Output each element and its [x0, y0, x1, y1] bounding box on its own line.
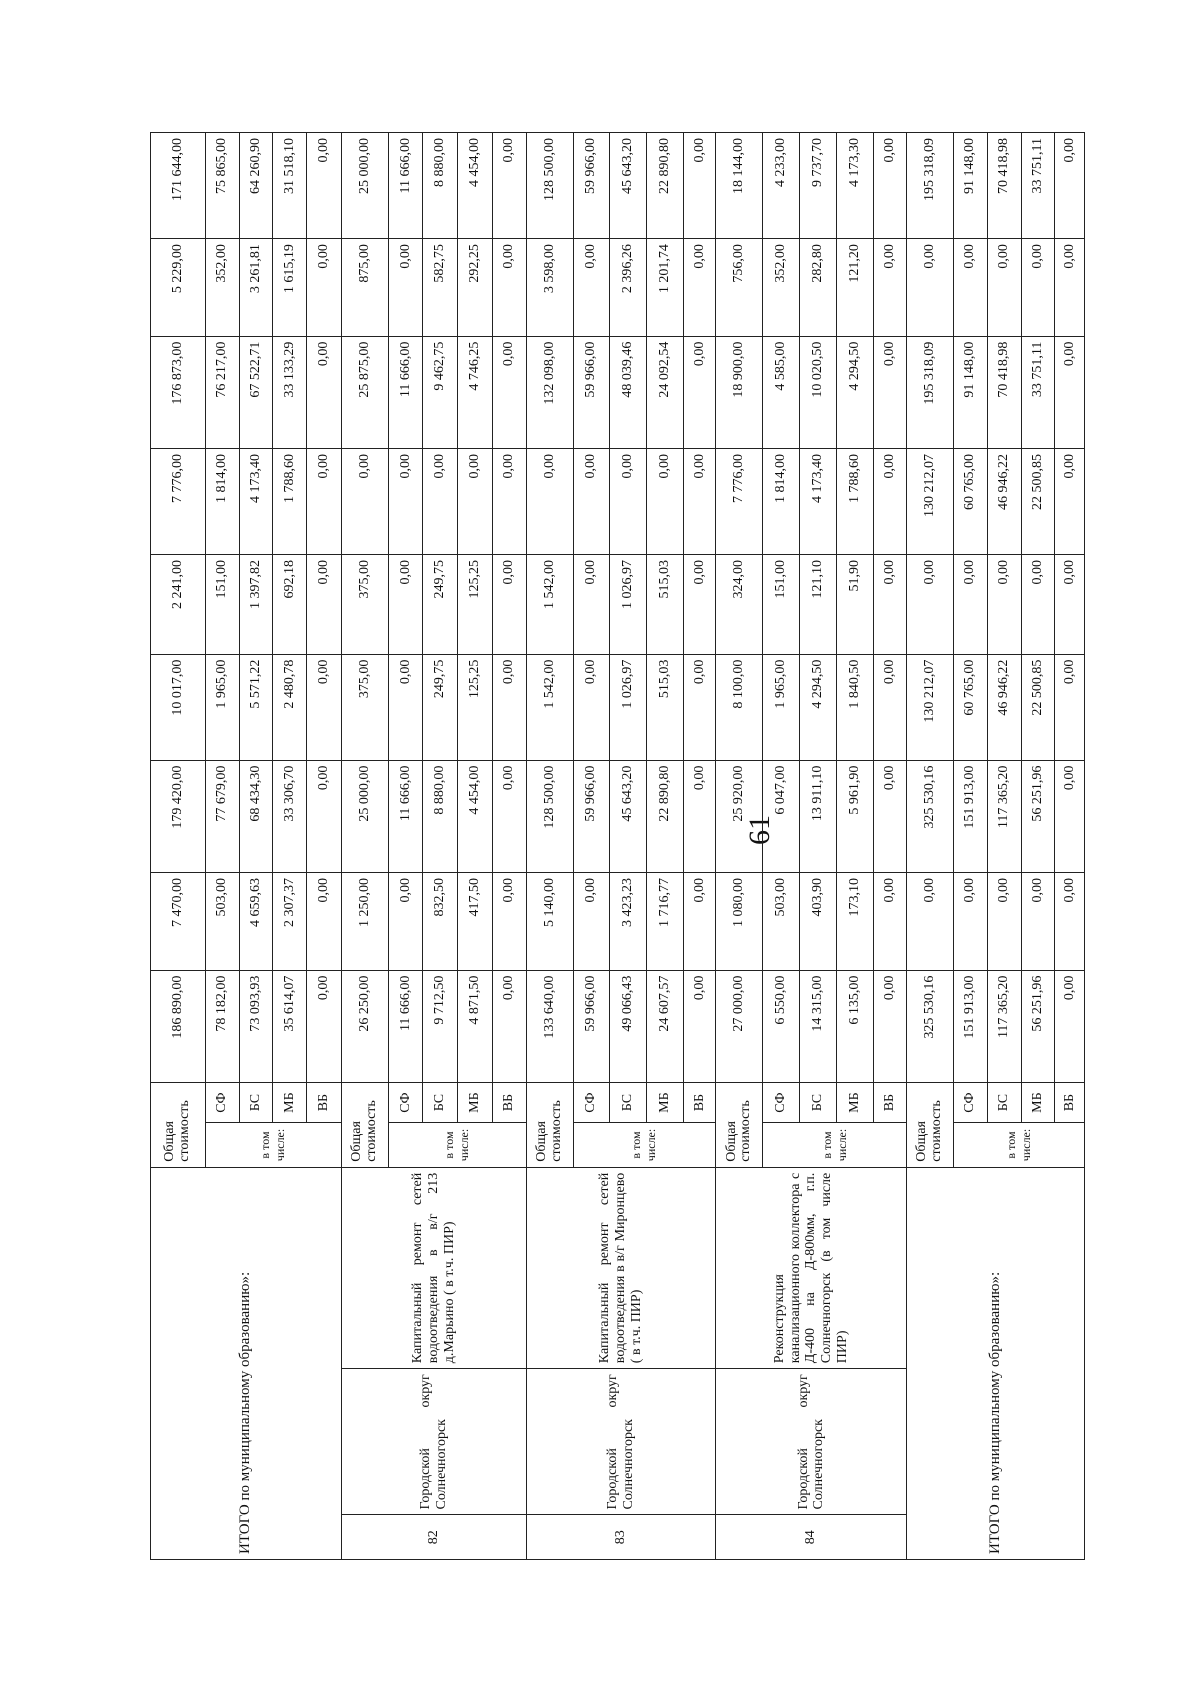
value-cell: 132 098,00	[526, 336, 573, 448]
value-cell: 1 716,77	[646, 873, 683, 971]
value-cell: 60 765,00	[954, 449, 988, 555]
value-cell: 9 737,70	[800, 133, 837, 239]
value-cell: 0,00	[492, 133, 526, 239]
value-cell: 0,00	[573, 654, 610, 760]
value-cell: 0,00	[573, 449, 610, 555]
value-cell: 4 173,40	[239, 449, 273, 555]
value-cell: 0,00	[907, 873, 954, 971]
value-cell: 1 814,00	[763, 449, 800, 555]
including-label: в том числе:	[954, 1123, 1085, 1168]
value-cell: 0,00	[873, 133, 907, 239]
value-cell: 5 571,22	[239, 654, 273, 760]
value-cell: 0,00	[1055, 760, 1085, 872]
value-cell: 325 530,16	[907, 760, 954, 872]
value-cell: 179 420,00	[151, 760, 206, 872]
value-cell: 352,00	[763, 239, 800, 337]
value-cell: 121,10	[800, 555, 837, 655]
value-cell: 25 000,00	[341, 133, 388, 239]
value-cell: 7 776,00	[151, 449, 206, 555]
value-cell: 59 966,00	[573, 760, 610, 872]
total-cost-label: Общая стоимость	[526, 1082, 573, 1167]
value-cell: 832,50	[423, 873, 458, 971]
value-cell: 59 966,00	[573, 133, 610, 239]
table-row	[907, 133, 954, 1560]
value-cell: 49 066,43	[610, 970, 647, 1082]
value-cell: 0,00	[873, 760, 907, 872]
value-cell: 0,00	[307, 449, 342, 555]
funding-code: СФ	[206, 1082, 240, 1122]
value-cell: 0,00	[987, 555, 1021, 655]
value-cell: 1 965,00	[206, 654, 240, 760]
value-cell: 0,00	[492, 239, 526, 337]
value-cell: 0,00	[573, 239, 610, 337]
funding-code: БС	[239, 1082, 273, 1122]
value-cell: 0,00	[683, 873, 716, 971]
value-cell: 171 644,00	[151, 133, 206, 239]
including-label: в том числе:	[763, 1123, 907, 1168]
municipality-cell: Городской округ Солнечногорск	[716, 1369, 907, 1515]
table-row	[151, 133, 206, 1560]
value-cell: 121,20	[836, 239, 873, 337]
value-cell: 0,00	[388, 449, 423, 555]
value-cell: 48 039,46	[610, 336, 647, 448]
value-cell: 6 135,00	[836, 970, 873, 1082]
value-cell: 0,00	[907, 555, 954, 655]
table-row	[526, 133, 573, 1560]
value-cell: 67 522,71	[239, 336, 273, 448]
value-cell: 1 026,97	[610, 654, 647, 760]
value-cell: 4 294,50	[836, 336, 873, 448]
value-cell: 1 080,00	[716, 873, 763, 971]
funding-code: МБ	[836, 1082, 873, 1122]
itogo-label: ИТОГО по муниципальному образованию»:	[907, 1167, 1085, 1559]
value-cell: 151 913,00	[954, 970, 988, 1082]
value-cell: 68 434,30	[239, 760, 273, 872]
value-cell: 151,00	[206, 555, 240, 655]
value-cell: 117 365,20	[987, 970, 1021, 1082]
value-cell: 503,00	[206, 873, 240, 971]
value-cell: 11 666,00	[388, 970, 423, 1082]
value-cell: 0,00	[1055, 873, 1085, 971]
value-cell: 0,00	[683, 654, 716, 760]
value-cell: 10 017,00	[151, 654, 206, 760]
value-cell: 0,00	[1021, 239, 1055, 337]
value-cell: 195 318,09	[907, 336, 954, 448]
value-cell: 0,00	[458, 449, 493, 555]
value-cell: 0,00	[873, 449, 907, 555]
value-cell: 5 140,00	[526, 873, 573, 971]
value-cell: 4 173,40	[800, 449, 837, 555]
value-cell: 0,00	[307, 970, 342, 1082]
value-cell: 4 871,50	[458, 970, 493, 1082]
funding-code: ВБ	[307, 1082, 342, 1122]
value-cell: 11 666,00	[388, 133, 423, 239]
value-cell: 7 776,00	[716, 449, 763, 555]
funding-code: ВБ	[1055, 1082, 1085, 1122]
value-cell: 0,00	[573, 873, 610, 971]
value-cell: 0,00	[307, 760, 342, 872]
value-cell: 0,00	[683, 133, 716, 239]
value-cell: 4 454,00	[458, 760, 493, 872]
value-cell: 324,00	[716, 555, 763, 655]
value-cell: 0,00	[873, 654, 907, 760]
value-cell: 173,10	[836, 873, 873, 971]
value-cell: 130 212,07	[907, 654, 954, 760]
value-cell: 73 093,93	[239, 970, 273, 1082]
funding-code: ВБ	[492, 1082, 526, 1122]
value-cell: 22 500,85	[1021, 449, 1055, 555]
value-cell: 1 788,60	[273, 449, 307, 555]
value-cell: 1 397,82	[239, 555, 273, 655]
funding-code: МБ	[458, 1082, 493, 1122]
value-cell: 1 250,00	[341, 873, 388, 971]
value-cell: 25 875,00	[341, 336, 388, 448]
including-label: в том числе:	[206, 1123, 342, 1168]
table-row	[341, 133, 388, 1560]
value-cell: 33 751,11	[1021, 336, 1055, 448]
value-cell: 6 550,00	[763, 970, 800, 1082]
value-cell: 5 961,90	[836, 760, 873, 872]
value-cell: 1 840,50	[836, 654, 873, 760]
value-cell: 0,00	[388, 654, 423, 760]
value-cell: 33 133,29	[273, 336, 307, 448]
value-cell: 0,00	[388, 555, 423, 655]
value-cell: 1 965,00	[763, 654, 800, 760]
value-cell: 9 462,75	[423, 336, 458, 448]
value-cell: 0,00	[683, 555, 716, 655]
value-cell: 0,00	[1055, 336, 1085, 448]
value-cell: 33 751,11	[1021, 133, 1055, 239]
value-cell: 1 814,00	[206, 449, 240, 555]
value-cell: 0,00	[307, 873, 342, 971]
value-cell: 133 640,00	[526, 970, 573, 1082]
value-cell: 0,00	[492, 760, 526, 872]
value-cell: 0,00	[907, 239, 954, 337]
value-cell: 6 047,00	[763, 760, 800, 872]
value-cell: 1 615,19	[273, 239, 307, 337]
value-cell: 0,00	[873, 555, 907, 655]
value-cell: 91 148,00	[954, 336, 988, 448]
total-cost-label: Общая стоимость	[151, 1082, 206, 1167]
value-cell: 24 092,54	[646, 336, 683, 448]
value-cell: 76 217,00	[206, 336, 240, 448]
value-cell: 249,75	[423, 654, 458, 760]
value-cell: 0,00	[1055, 449, 1085, 555]
value-cell: 352,00	[206, 239, 240, 337]
value-cell: 0,00	[683, 760, 716, 872]
funding-code: ВБ	[873, 1082, 907, 1122]
value-cell: 503,00	[763, 873, 800, 971]
funding-code: БС	[987, 1082, 1021, 1122]
value-cell: 0,00	[492, 449, 526, 555]
value-cell: 117 365,20	[987, 760, 1021, 872]
value-cell: 0,00	[1021, 873, 1055, 971]
project-cell: Капитальный ремонт сетей водоотведения в в/г Миронцево ( в т.ч. ПИР)	[526, 1167, 716, 1368]
value-cell: 64 260,90	[239, 133, 273, 239]
funding-code: МБ	[646, 1082, 683, 1122]
value-cell: 515,03	[646, 555, 683, 655]
value-cell: 130 212,07	[907, 449, 954, 555]
value-cell: 151,00	[763, 555, 800, 655]
value-cell: 0,00	[341, 449, 388, 555]
value-cell: 249,75	[423, 555, 458, 655]
value-cell: 0,00	[388, 239, 423, 337]
value-cell: 22 500,85	[1021, 654, 1055, 760]
value-cell: 4 294,50	[800, 654, 837, 760]
row-number: 83	[526, 1515, 716, 1560]
value-cell: 60 765,00	[954, 654, 988, 760]
value-cell: 3 423,23	[610, 873, 647, 971]
value-cell: 375,00	[341, 654, 388, 760]
value-cell: 4 173,30	[836, 133, 873, 239]
value-cell: 0,00	[1055, 133, 1085, 239]
value-cell: 70 418,98	[987, 133, 1021, 239]
including-label: в том числе:	[388, 1123, 526, 1168]
value-cell: 0,00	[1021, 555, 1055, 655]
value-cell: 3 598,00	[526, 239, 573, 337]
value-cell: 375,00	[341, 555, 388, 655]
value-cell: 56 251,96	[1021, 760, 1055, 872]
table-body	[151, 133, 1085, 1560]
value-cell: 45 643,20	[610, 760, 647, 872]
value-cell: 0,00	[492, 970, 526, 1082]
value-cell: 756,00	[716, 239, 763, 337]
budget-table	[150, 132, 1085, 1560]
value-cell: 2 241,00	[151, 555, 206, 655]
value-cell: 515,03	[646, 654, 683, 760]
value-cell: 1 026,97	[610, 555, 647, 655]
value-cell: 282,80	[800, 239, 837, 337]
value-cell: 128 500,00	[526, 133, 573, 239]
value-cell: 125,25	[458, 654, 493, 760]
funding-code: МБ	[273, 1082, 307, 1122]
value-cell: 875,00	[341, 239, 388, 337]
row-number: 84	[716, 1515, 907, 1560]
value-cell: 10 020,50	[800, 336, 837, 448]
value-cell: 0,00	[1055, 970, 1085, 1082]
value-cell: 692,18	[273, 555, 307, 655]
value-cell: 24 607,57	[646, 970, 683, 1082]
value-cell: 0,00	[307, 239, 342, 337]
value-cell: 46 946,22	[987, 449, 1021, 555]
value-cell: 22 890,80	[646, 133, 683, 239]
value-cell: 0,00	[987, 239, 1021, 337]
funding-code: БС	[423, 1082, 458, 1122]
value-cell: 0,00	[1055, 654, 1085, 760]
value-cell: 1 542,00	[526, 654, 573, 760]
value-cell: 2 480,78	[273, 654, 307, 760]
value-cell: 33 306,70	[273, 760, 307, 872]
value-cell: 0,00	[683, 449, 716, 555]
project-cell: Капитальный ремонт сетей водоотведения в в/г 213 д.Марьино ( в т.ч. ПИР)	[341, 1167, 526, 1368]
value-cell: 292,25	[458, 239, 493, 337]
value-cell: 417,50	[458, 873, 493, 971]
value-cell: 0,00	[873, 873, 907, 971]
value-cell: 1 542,00	[526, 555, 573, 655]
value-cell: 5 229,00	[151, 239, 206, 337]
funding-code: СФ	[763, 1082, 800, 1122]
value-cell: 582,75	[423, 239, 458, 337]
value-cell: 0,00	[683, 239, 716, 337]
total-cost-label: Общая стоимость	[341, 1082, 388, 1167]
value-cell: 9 712,50	[423, 970, 458, 1082]
value-cell: 2 396,26	[610, 239, 647, 337]
value-cell: 0,00	[1055, 555, 1085, 655]
value-cell: 0,00	[492, 873, 526, 971]
value-cell: 4 746,25	[458, 336, 493, 448]
value-cell: 0,00	[873, 970, 907, 1082]
value-cell: 0,00	[954, 555, 988, 655]
value-cell: 25 920,00	[716, 760, 763, 872]
funding-code: СФ	[388, 1082, 423, 1122]
municipality-cell: Городской округ Солнечногорск	[341, 1369, 526, 1515]
value-cell: 403,90	[800, 873, 837, 971]
value-cell: 75 865,00	[206, 133, 240, 239]
value-cell: 59 966,00	[573, 970, 610, 1082]
municipality-cell: Городской округ Солнечногорск	[526, 1369, 716, 1515]
value-cell: 70 418,98	[987, 336, 1021, 448]
value-cell: 8 880,00	[423, 133, 458, 239]
value-cell: 151 913,00	[954, 760, 988, 872]
value-cell: 3 261,81	[239, 239, 273, 337]
value-cell: 4 585,00	[763, 336, 800, 448]
value-cell: 1 201,74	[646, 239, 683, 337]
row-number: 82	[341, 1515, 526, 1560]
value-cell: 35 614,07	[273, 970, 307, 1082]
value-cell: 0,00	[683, 970, 716, 1082]
value-cell: 0,00	[307, 133, 342, 239]
value-cell: 25 000,00	[341, 760, 388, 872]
value-cell: 77 679,00	[206, 760, 240, 872]
value-cell: 176 873,00	[151, 336, 206, 448]
value-cell: 186 890,00	[151, 970, 206, 1082]
value-cell: 0,00	[873, 336, 907, 448]
funding-code: СФ	[954, 1082, 988, 1122]
value-cell: 8 880,00	[423, 760, 458, 872]
value-cell: 22 890,80	[646, 760, 683, 872]
itogo-label: ИТОГО по муниципальному образованию»:	[151, 1167, 342, 1559]
funding-code: ВБ	[683, 1082, 716, 1122]
including-label: в том числе:	[573, 1123, 716, 1168]
value-cell: 0,00	[683, 336, 716, 448]
value-cell: 0,00	[492, 555, 526, 655]
value-cell: 0,00	[526, 449, 573, 555]
value-cell: 0,00	[492, 654, 526, 760]
value-cell: 0,00	[954, 239, 988, 337]
total-cost-label: Общая стоимость	[716, 1082, 763, 1167]
rotated-table-wrapper	[150, 132, 1085, 1560]
value-cell: 0,00	[987, 873, 1021, 971]
value-cell: 0,00	[492, 336, 526, 448]
value-cell: 0,00	[307, 555, 342, 655]
value-cell: 59 966,00	[573, 336, 610, 448]
value-cell: 26 250,00	[341, 970, 388, 1082]
value-cell: 0,00	[610, 449, 647, 555]
value-cell: 78 182,00	[206, 970, 240, 1082]
value-cell: 51,90	[836, 555, 873, 655]
value-cell: 0,00	[646, 449, 683, 555]
value-cell: 8 100,00	[716, 654, 763, 760]
page-number: 61	[743, 815, 776, 845]
total-cost-label: Общая стоимость	[907, 1082, 954, 1167]
value-cell: 4 659,63	[239, 873, 273, 971]
value-cell: 195 318,09	[907, 133, 954, 239]
table-row	[716, 133, 763, 1560]
value-cell: 31 518,10	[273, 133, 307, 239]
value-cell: 1 788,60	[836, 449, 873, 555]
value-cell: 18 144,00	[716, 133, 763, 239]
value-cell: 18 900,00	[716, 336, 763, 448]
value-cell: 4 233,00	[763, 133, 800, 239]
value-cell: 13 911,10	[800, 760, 837, 872]
value-cell: 0,00	[873, 239, 907, 337]
value-cell: 27 000,00	[716, 970, 763, 1082]
value-cell: 325 530,16	[907, 970, 954, 1082]
value-cell: 128 500,00	[526, 760, 573, 872]
value-cell: 14 315,00	[800, 970, 837, 1082]
value-cell: 125,25	[458, 555, 493, 655]
value-cell: 0,00	[954, 873, 988, 971]
project-cell: Реконструкция канализационного коллектора с Д-400 на Д-800мм, г.п. Солнечногорск (в том числе ПИР)	[716, 1167, 907, 1368]
value-cell: 0,00	[423, 449, 458, 555]
funding-code: БС	[610, 1082, 647, 1122]
value-cell: 7 470,00	[151, 873, 206, 971]
funding-code: БС	[800, 1082, 837, 1122]
value-cell: 56 251,96	[1021, 970, 1055, 1082]
value-cell: 11 666,00	[388, 760, 423, 872]
value-cell: 0,00	[1055, 239, 1085, 337]
value-cell: 0,00	[307, 336, 342, 448]
value-cell: 46 946,22	[987, 654, 1021, 760]
value-cell: 91 148,00	[954, 133, 988, 239]
value-cell: 0,00	[307, 654, 342, 760]
value-cell: 0,00	[388, 873, 423, 971]
value-cell: 45 643,20	[610, 133, 647, 239]
funding-code: МБ	[1021, 1082, 1055, 1122]
value-cell: 4 454,00	[458, 133, 493, 239]
value-cell: 2 307,37	[273, 873, 307, 971]
funding-code: СФ	[573, 1082, 610, 1122]
value-cell: 11 666,00	[388, 336, 423, 448]
value-cell: 0,00	[573, 555, 610, 655]
